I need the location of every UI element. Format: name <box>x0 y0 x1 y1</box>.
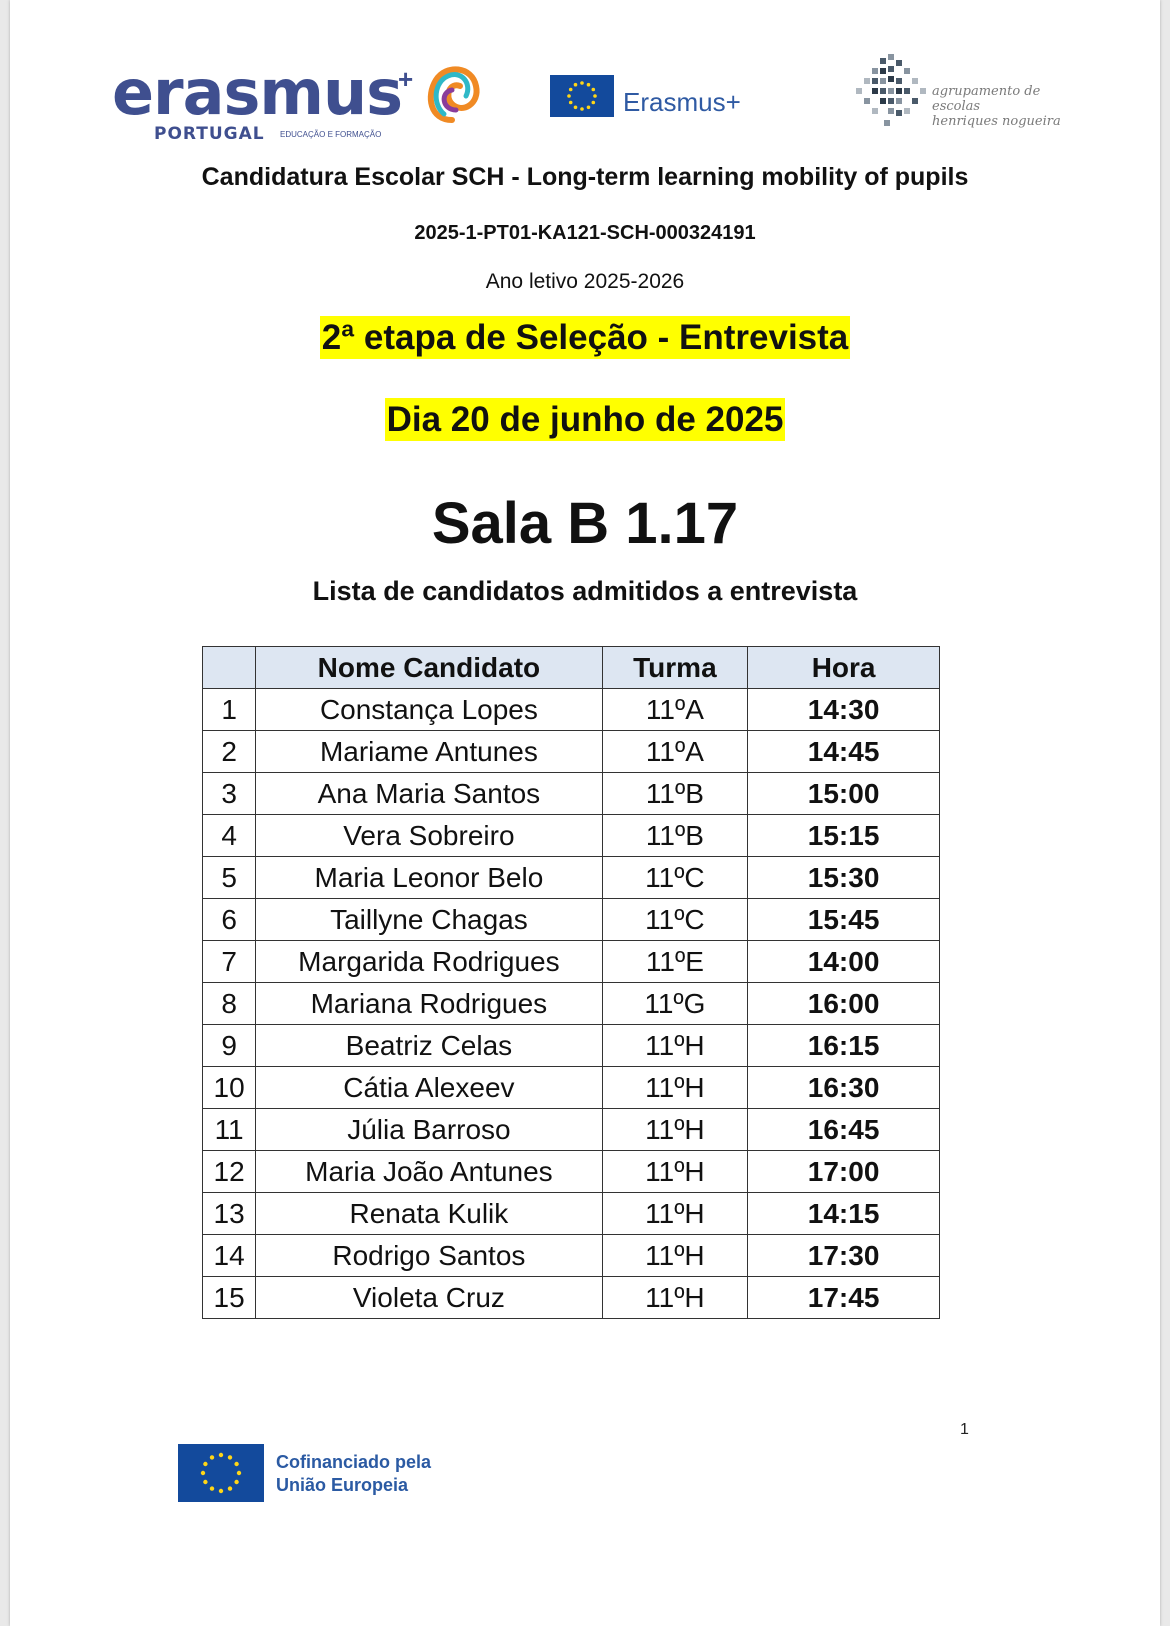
eu-erasmus-logo <box>550 75 760 120</box>
row-number: 5 <box>203 857 256 899</box>
eu-erasmus-text: Erasmus+ <box>623 87 741 117</box>
row-number: 9 <box>203 1025 256 1067</box>
header-number <box>203 647 256 689</box>
row-name: Maria Leonor Belo <box>256 857 602 899</box>
header-class: Turma <box>602 647 748 689</box>
candidates-table <box>202 646 940 1319</box>
table-row <box>203 941 940 983</box>
room-heading: Sala B 1.17 <box>431 491 739 556</box>
row-class: 11ºH <box>602 1025 748 1067</box>
row-class: 11ºH <box>602 1277 748 1319</box>
row-hour: 17:45 <box>748 1277 940 1319</box>
row-name: Renata Kulik <box>256 1193 602 1235</box>
table-row <box>203 1277 940 1319</box>
row-number: 14 <box>203 1235 256 1277</box>
row-class: 11ºA <box>602 689 748 731</box>
row-class: 11ºH <box>602 1109 748 1151</box>
row-name: Vera Sobreiro <box>256 815 602 857</box>
row-hour: 17:30 <box>748 1235 940 1277</box>
row-name: Taillyne Chagas <box>256 899 602 941</box>
table-row <box>203 1067 940 1109</box>
row-name: Júlia Barroso <box>256 1109 602 1151</box>
table-row <box>203 1025 940 1067</box>
row-name: Rodrigo Santos <box>256 1235 602 1277</box>
row-number: 1 <box>203 689 256 731</box>
row-hour: 14:00 <box>748 941 940 983</box>
row-hour: 15:00 <box>748 773 940 815</box>
row-hour: 15:15 <box>748 815 940 857</box>
row-name: Maria João Antunes <box>256 1151 602 1193</box>
row-number: 12 <box>203 1151 256 1193</box>
erasmus-country: PORTUGAL <box>154 124 265 144</box>
row-hour: 14:30 <box>748 689 940 731</box>
document-title: Candidatura Escolar SCH - Long-term learning mobility of pupils <box>201 163 969 191</box>
row-class: 11ºA <box>602 731 748 773</box>
erasmus-subtitle: EDUCAÇÃO E FORMAÇÃO <box>280 130 382 139</box>
table-row <box>203 899 940 941</box>
row-class: 11ºH <box>602 1193 748 1235</box>
erasmus-wordmark: erasmus <box>112 56 403 129</box>
row-class: 11ºB <box>602 773 748 815</box>
selection-stage-text: 2ª etapa de Seleção - Entrevista <box>321 318 849 357</box>
header-name: Nome Candidato <box>256 647 602 689</box>
row-hour: 14:45 <box>748 731 940 773</box>
row-class: 11ºH <box>602 1151 748 1193</box>
row-name: Violeta Cruz <box>256 1277 602 1319</box>
table-row <box>203 857 940 899</box>
page-number: 1 <box>960 1421 969 1438</box>
cofinanced-line2: União Europeia <box>276 1475 409 1495</box>
table-row <box>203 1109 940 1151</box>
row-class: 11ºC <box>602 899 748 941</box>
row-number: 3 <box>203 773 256 815</box>
cofinanced-line1: Cofinanciado pela <box>276 1452 432 1472</box>
row-number: 15 <box>203 1277 256 1319</box>
row-number: 6 <box>203 899 256 941</box>
row-name: Mariame Antunes <box>256 731 602 773</box>
candidate-list-title: Lista de candidatos admitidos a entrevista <box>312 576 858 606</box>
row-hour: 14:15 <box>748 1193 940 1235</box>
table-row <box>203 731 940 773</box>
selection-stage-heading <box>10 318 1160 358</box>
table-row <box>203 815 940 857</box>
row-number: 11 <box>203 1109 256 1151</box>
school-name-line2: henriques nogueira <box>932 114 1061 129</box>
school-year: Ano letivo 2025-2026 <box>485 270 685 293</box>
table-row <box>203 1193 940 1235</box>
cofinanced-footer <box>178 1444 498 1504</box>
row-hour: 16:15 <box>748 1025 940 1067</box>
erasmus-plus-sign: + <box>398 64 414 94</box>
erasmus-spiral-icon <box>422 58 482 128</box>
row-class: 11ºC <box>602 857 748 899</box>
row-number: 7 <box>203 941 256 983</box>
eu-flag-icon <box>550 75 614 117</box>
header-hour: Hora <box>748 647 940 689</box>
table-header-row <box>203 647 940 689</box>
table-row <box>203 1151 940 1193</box>
row-hour: 16:45 <box>748 1109 940 1151</box>
row-name: Margarida Rodrigues <box>256 941 602 983</box>
row-hour: 15:45 <box>748 899 940 941</box>
row-class: 11ºG <box>602 983 748 1025</box>
row-number: 10 <box>203 1067 256 1109</box>
row-class: 11ºH <box>602 1235 748 1277</box>
row-name: Ana Maria Santos <box>256 773 602 815</box>
table-row <box>203 773 940 815</box>
table-row <box>203 983 940 1025</box>
row-name: Cátia Alexeev <box>256 1067 602 1109</box>
row-hour: 15:30 <box>748 857 940 899</box>
row-hour: 16:30 <box>748 1067 940 1109</box>
row-name: Constança Lopes <box>256 689 602 731</box>
row-hour: 16:00 <box>748 983 940 1025</box>
row-name: Mariana Rodrigues <box>256 983 602 1025</box>
row-class: 11ºH <box>602 1067 748 1109</box>
interview-date-heading <box>10 400 1160 440</box>
row-hour: 17:00 <box>748 1151 940 1193</box>
row-class: 11ºE <box>602 941 748 983</box>
row-number: 2 <box>203 731 256 773</box>
row-class: 11ºB <box>602 815 748 857</box>
table-row <box>203 689 940 731</box>
project-code: 2025-1-PT01-KA121-SCH-000324191 <box>414 222 756 244</box>
school-logo <box>850 48 1090 138</box>
interview-date-text: Dia 20 de junho de 2025 <box>386 400 784 439</box>
school-pixel-mosaic-icon <box>850 48 932 138</box>
row-number: 8 <box>203 983 256 1025</box>
eu-flag-icon <box>178 1444 264 1502</box>
row-number: 4 <box>203 815 256 857</box>
row-number: 13 <box>203 1193 256 1235</box>
school-name-line1: agrupamento de escolas <box>932 84 1041 114</box>
row-name: Beatriz Celas <box>256 1025 602 1067</box>
table-row <box>203 1235 940 1277</box>
document-page <box>10 0 1160 1626</box>
erasmus-portugal-logo <box>112 58 492 148</box>
